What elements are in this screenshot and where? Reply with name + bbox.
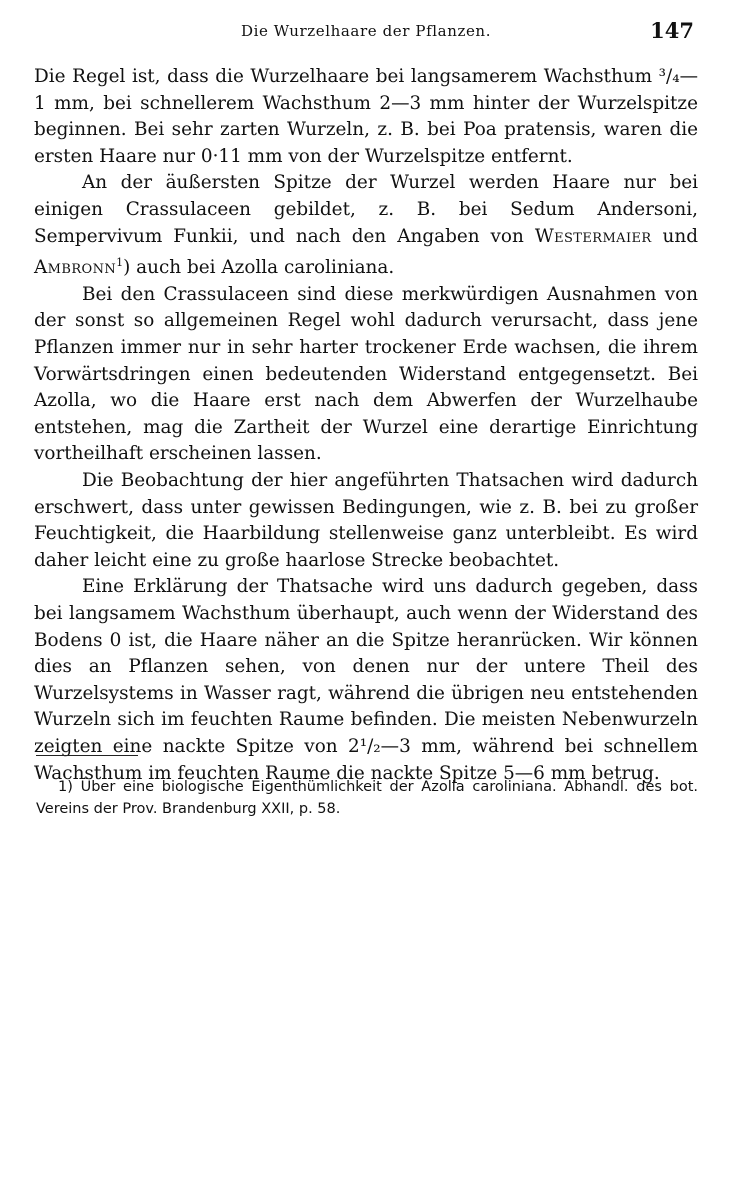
- paragraph-2-text-middle: und: [651, 225, 698, 247]
- paragraph-3: Bei den Crassulaceen sind diese merkwürdigen Ausnahmen von der sonst so allgemeinen Regel wohl dadurch verursacht, dass jene Pflanzen immer nur in sehr harter trockener Erde wachsen, die ihrem Vorwärtsdringen einen bedeutenden Widerstand entgegensetzt. Bei Azolla, wo die Haare erst nach dem Abwerfen der Wurzelhaube entstehen, mag die Zartheit der Wurzel eine derartige Einrichtung vortheilhaft erscheinen lassen.: [34, 283, 698, 465]
- author-name-ambronn: Ambronn: [34, 257, 117, 279]
- footnote-reference: 1: [116, 256, 124, 270]
- body-text: [34, 64, 698, 787]
- paragraph-1: Die Regel ist, dass die Wurzelhaare bei langsamerem Wachsthum ³/₄—1 mm, bei schnellerem Wachsthum 2—3 mm hinter der Wurzelspitze beginnen. Bei sehr zarten Wurzeln, z. B. bei Poa pratensis, waren die ersten Haare nur 0·11 mm von der Wurzelspitze entfernt.: [34, 66, 698, 167]
- paragraph-4: Die Beobachtung der hier angeführten Thatsachen wird dadurch erschwert, dass unter gewissen Bedingungen, wie z. B. bei zu großer Feuchtigkeit, die Haarbildung stellenweise ganz unterbleibt. Es wird daher leicht eine zu große haarlose Strecke beobachtet.: [34, 470, 698, 571]
- paragraph-5: Eine Erklärung der Thatsache wird uns dadurch gegeben, dass bei langsamem Wachsthum überhaupt, auch wenn der Widerstand des Bodens 0 ist, die Haare näher an die Spitze heranrücken. Wir können dies an Pflanzen sehen, von denen nur der untere Theil des Wurzelsystems in Wasser ragt, während die übrigen neu entstehenden Wurzeln sich im feuchten Raume befinden. Die meisten Nebenwurzeln zeigten eine nackte Spitze von 2¹/₂—3 mm, während bei schnellem Wachsthum im feuchten Raume die nackte Spitze 5—6 mm betrug.: [34, 576, 698, 784]
- paragraph-2-text-after: ) auch bei Azolla caroliniana.: [123, 257, 395, 279]
- footnote-marker: 1): [58, 779, 73, 795]
- footnote-text: Über eine biologische Eigenthümlichkeit der Azolla caroliniana. Abhandl. des bot. Vereins der Prov. Brandenburg XXII, p. 58.: [36, 779, 698, 817]
- paragraph-2-text-before: An der äußersten Spitze der Wurzel werden Haare nur bei einigen Crassulaceen gebildet, z. B. bei Sedum Andersoni, Sempervivum Funkii, und nach den Angaben von: [34, 172, 698, 247]
- author-name-westermaier: Westermaier: [534, 225, 652, 247]
- page-number: 147: [650, 18, 694, 43]
- paragraph-2: [34, 170, 698, 282]
- footnote-divider: [36, 755, 138, 756]
- header-title: Die Wurzelhaare der Pflanzen.: [240, 22, 492, 40]
- footnote: [36, 776, 698, 820]
